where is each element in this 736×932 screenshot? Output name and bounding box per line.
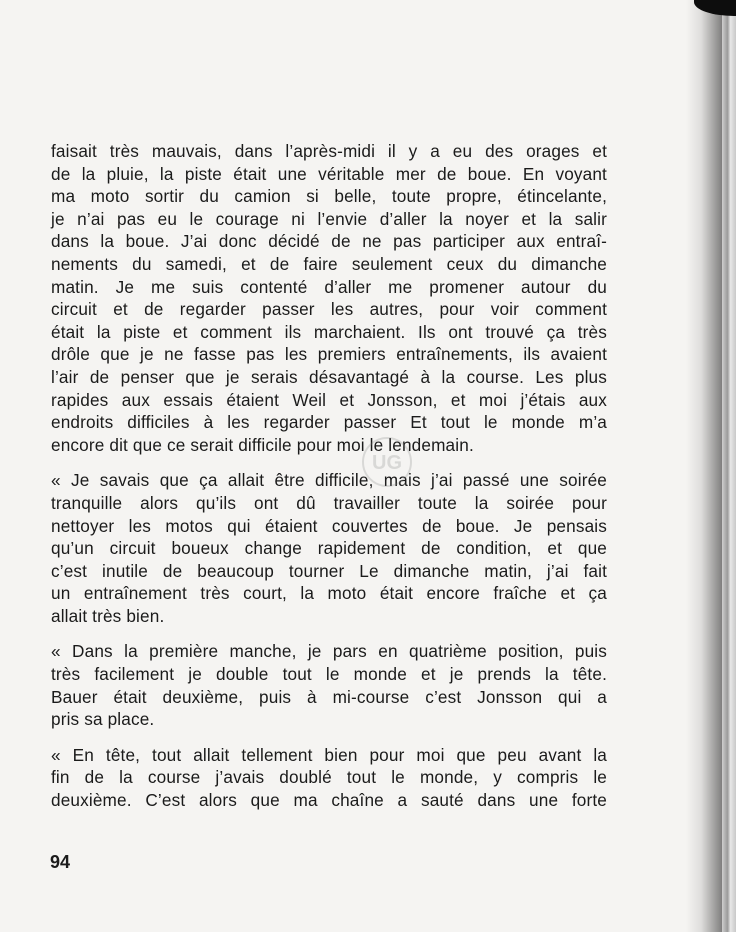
text-line: dans la boue. J’ai donc décidé de ne pas participer aux entraî- [51, 231, 607, 252]
text-line: ma moto sortir du camion si belle, toute propre, étincelante, [51, 186, 607, 207]
paragraph-2 [51, 469, 607, 627]
text-line: était la piste et comment ils marchaient. Ils ont trouvé ça très [51, 321, 607, 342]
text-line: « Dans la première manche, je pars en quatrième position, puis [51, 641, 607, 662]
text-line: Bauer était deuxième, puis à mi-course c’est Jonsson qui a [51, 686, 607, 707]
body-text [51, 140, 607, 825]
text-line: l’air de penser que je serais désavantagé à la course. Les plus [51, 366, 607, 387]
text-line: nements du samedi, et de faire seulement ceux du dimanche [51, 253, 607, 274]
paragraph-1 [51, 140, 607, 456]
text-line: c’est inutile de beaucoup tourner Le dimanche matin, j’ai fait [51, 560, 607, 581]
text-line: nettoyer les motos qui étaient couvertes de boue. Je pensais [51, 515, 607, 536]
text-line: encore dit que ce serait difficile pour moi le lendemain. [51, 434, 474, 455]
binding-edge [722, 0, 736, 932]
page-number: 94 [50, 852, 71, 872]
paragraph-3 [51, 640, 607, 730]
text-line: un entraînement très court, la moto était encore fraîche et ça [51, 583, 607, 604]
text-line: de la pluie, la piste était une véritable mer de boue. En voyant [51, 163, 607, 184]
watermark-text: UG [372, 452, 402, 474]
text-line: endroits difficiles à les regarder passer Et tout le monde m’a [51, 412, 607, 433]
paragraph-4 [51, 744, 607, 812]
text-line: tranquille alors qu’ils ont dû travailler toute la soirée pour [51, 492, 607, 513]
text-line: pris sa place. [51, 709, 155, 730]
text-line: deuxième. C’est alors que ma chaîne a sauté dans une forte [51, 790, 607, 811]
text-line: matin. Je me suis contenté d’aller me promener autour du [51, 276, 607, 297]
text-line: je n’ai pas eu le courage ni l’envie d’aller la noyer et la salir [51, 208, 607, 229]
text-line: faisait très mauvais, dans l’après-midi il y a eu des orages et [51, 141, 607, 161]
text-line: circuit et de regarder passer les autres, pour voir comment [51, 299, 607, 320]
text-line: allait très bien. [51, 605, 165, 626]
text-line: « En tête, tout allait tellement bien pour moi que peu avant la [51, 744, 607, 765]
text-line: très facilement je double tout le monde et je prends la tête. [51, 664, 607, 685]
text-line: fin de la course j’avais doublé tout le monde, y compris le [51, 767, 607, 788]
text-line: qu’un circuit boueux change rapidement de condition, et que [51, 538, 607, 559]
watermark-logo [352, 432, 422, 492]
text-line: « Je savais que ça allait être difficile, mais j’ai passé une soirée [51, 470, 607, 491]
text-line: drôle que je ne fasse pas les premiers entraînements, ils avaient [51, 344, 607, 365]
text-line: rapides aux essais étaient Weil et Jonsson, et moi j’étais aux [51, 389, 607, 410]
